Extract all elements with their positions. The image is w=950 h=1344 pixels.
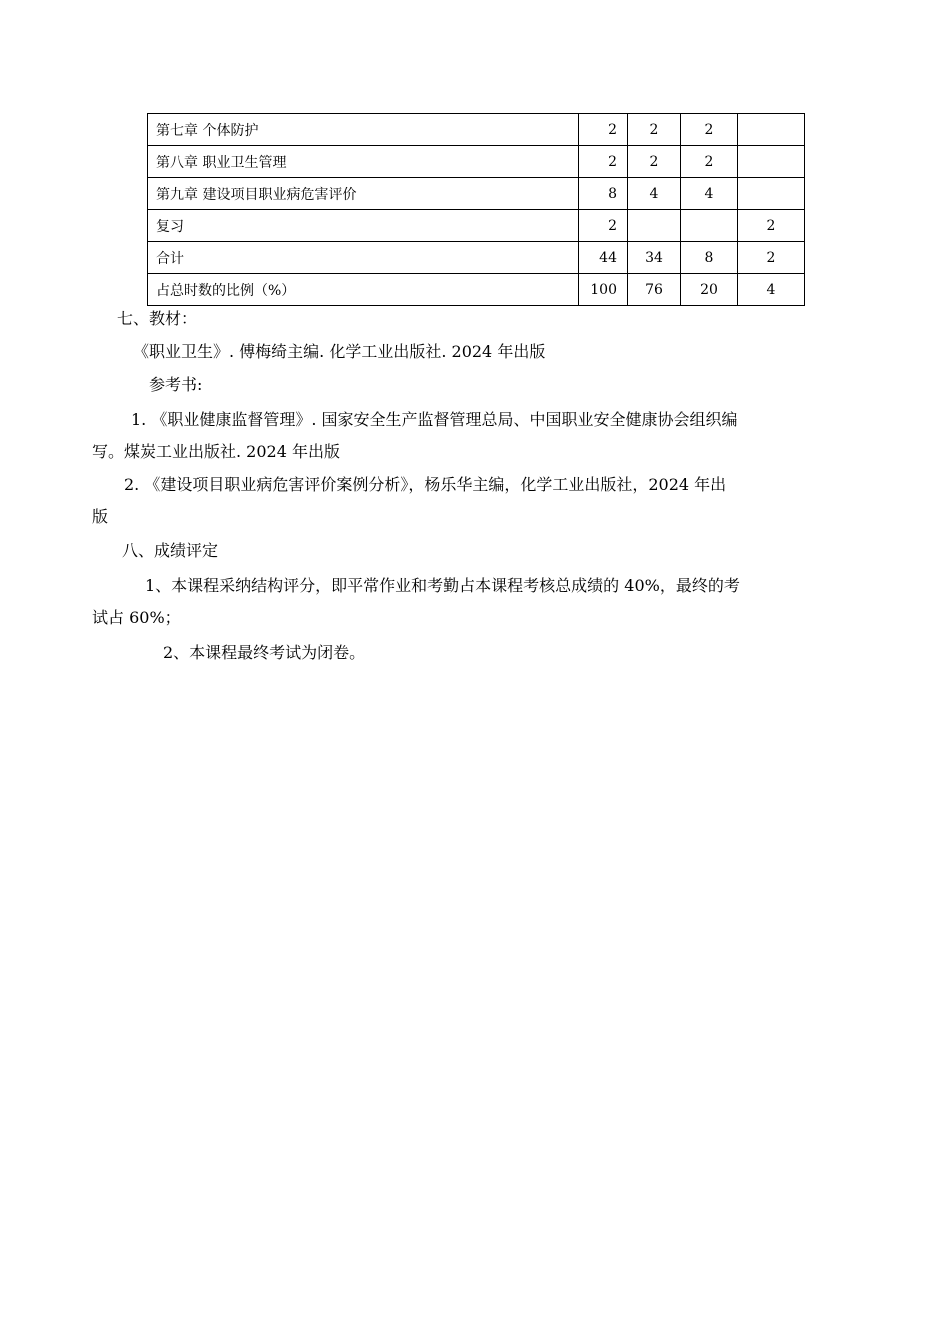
hours-cell: 2 xyxy=(681,114,738,146)
hours-cell: 4 xyxy=(628,178,681,210)
hours-cell: 8 xyxy=(579,178,628,210)
table-row xyxy=(148,114,805,146)
chapter-name-cell: 占总时数的比例（%） xyxy=(148,274,579,306)
table-row xyxy=(148,146,805,178)
hours-cell xyxy=(681,210,738,242)
chapter-name-cell: 复习 xyxy=(148,210,579,242)
section-8-heading: 八、成绩评定 xyxy=(122,541,219,560)
hours-cell: 4 xyxy=(681,178,738,210)
hours-cell: 2 xyxy=(628,114,681,146)
hours-cell: 2 xyxy=(738,210,805,242)
reference-1-line-2: 写。煤炭工业出版社. 2024 年出版 xyxy=(92,442,340,461)
hours-cell: 2 xyxy=(579,114,628,146)
grading-item-2: 2、本课程最终考试为闭卷。 xyxy=(163,643,366,662)
hours-cell: 34 xyxy=(628,242,681,274)
hours-cell: 20 xyxy=(681,274,738,306)
chapter-name-cell: 合计 xyxy=(148,242,579,274)
grading-item-1-line-1: 1、本课程采纳结构评分，即平常作业和考勤占本课程考核总成绩的 40%，最终的考 xyxy=(145,576,740,595)
hours-cell: 4 xyxy=(738,274,805,306)
hours-cell: 44 xyxy=(579,242,628,274)
hours-cell: 2 xyxy=(579,146,628,178)
table-row xyxy=(148,210,805,242)
course-hours-table xyxy=(147,113,805,306)
hours-cell xyxy=(738,114,805,146)
reference-1-line-1: 1. 《职业健康监督管理》. 国家安全生产监督管理总局、中国职业安全健康协会组织编 xyxy=(131,410,738,429)
hours-cell: 100 xyxy=(579,274,628,306)
textbook-citation: 《职业卫生》. 傅梅绮主编. 化学工业出版社. 2024 年出版 xyxy=(133,342,546,361)
hours-cell: 2 xyxy=(579,210,628,242)
grading-item-1-line-2: 试占 60%； xyxy=(92,608,181,627)
reference-books-heading: 参考书: xyxy=(149,375,203,394)
hours-cell xyxy=(738,178,805,210)
hours-cell xyxy=(738,146,805,178)
hours-cell: 2 xyxy=(628,146,681,178)
reference-2-line-1: 2. 《建设项目职业病危害评价案例分析》，杨乐华主编，化学工业出版社，2024 年出 xyxy=(124,475,727,494)
section-7-heading: 七、教材： xyxy=(117,309,198,328)
table-row xyxy=(148,242,805,274)
hours-cell: 76 xyxy=(628,274,681,306)
hours-cell: 2 xyxy=(681,146,738,178)
hours-cell: 8 xyxy=(681,242,738,274)
chapter-name-cell: 第七章 个体防护 xyxy=(148,114,579,146)
table-row xyxy=(148,274,805,306)
chapter-name-cell: 第九章 建设项目职业病危害评价 xyxy=(148,178,579,210)
hours-cell: 2 xyxy=(738,242,805,274)
reference-2-line-2: 版 xyxy=(92,507,109,526)
hours-cell xyxy=(628,210,681,242)
table-row xyxy=(148,178,805,210)
chapter-name-cell: 第八章 职业卫生管理 xyxy=(148,146,579,178)
